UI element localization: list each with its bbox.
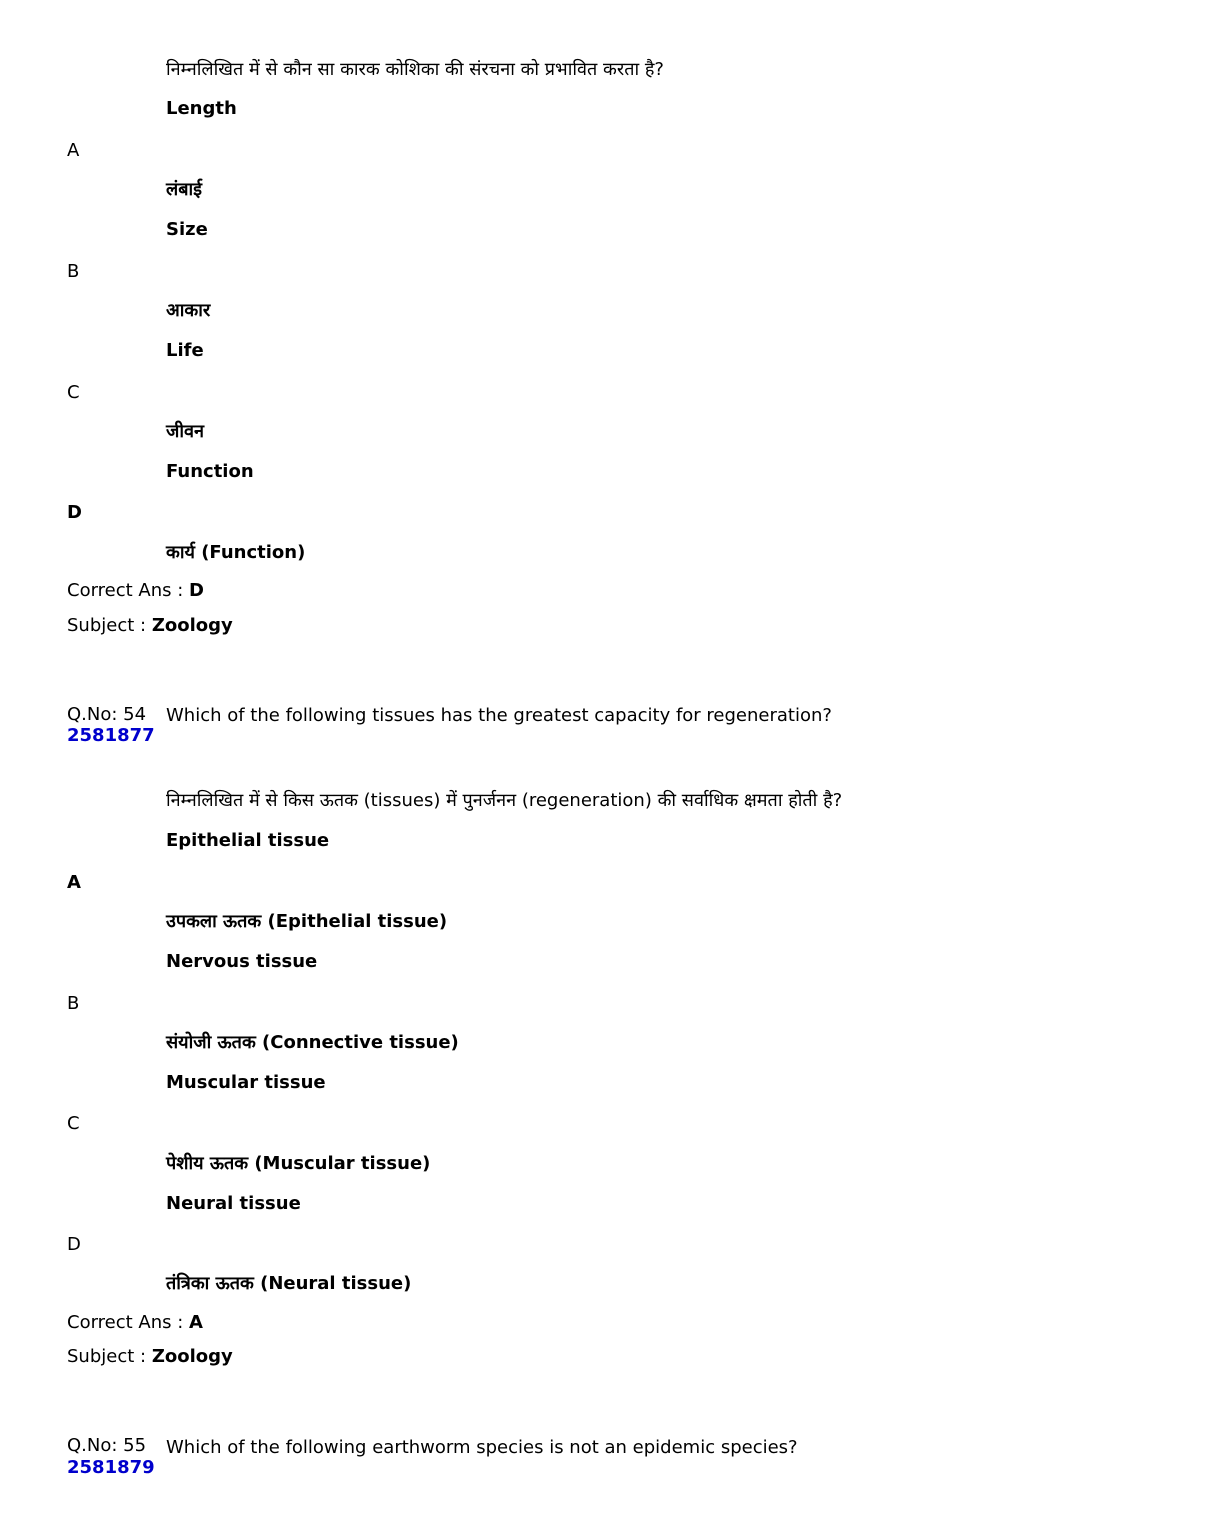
subject-value: Zoology	[151, 1346, 233, 1367]
q53-option-c-label: C	[67, 382, 80, 403]
q53-option-d-english: Function	[166, 461, 254, 482]
q53-option-b-hindi: आकार	[166, 300, 211, 321]
correct-answer-label: Correct Ans :	[67, 580, 184, 601]
q53-option-c-hindi: जीवन	[166, 421, 205, 442]
correct-answer-value: A	[189, 1312, 203, 1333]
q54-option-d-english: Neural tissue	[166, 1193, 301, 1214]
q53-option-a-english: Length	[166, 98, 237, 119]
q53-option-a-hindi: लंबाई	[166, 179, 202, 200]
q55-question: Which of the following earthworm species is not an epidemic species?	[166, 1437, 798, 1458]
subject-label: Subject :	[67, 1346, 147, 1367]
q54-option-d-hindi: तंत्रिका ऊतक (Neural tissue)	[166, 1273, 412, 1294]
q54-option-a-english: Epithelial tissue	[166, 830, 330, 851]
q54-option-b-hindi: संयोजी ऊतक (Connective tissue)	[166, 1032, 459, 1053]
q54-question: Which of the following tissues has the greatest capacity for regeneration?	[166, 705, 832, 726]
correct-answer-value: D	[189, 580, 204, 601]
q53-option-d-hindi: कार्य (Function)	[166, 542, 306, 563]
q54-option-d-label: D	[67, 1234, 81, 1255]
q53-correct-answer	[67, 582, 204, 600]
q53-option-c-english: Life	[166, 340, 204, 361]
q53-option-b-english: Size	[166, 219, 208, 240]
q54-option-c-english: Muscular tissue	[166, 1072, 326, 1093]
q54-option-b-english: Nervous tissue	[166, 951, 318, 972]
q53-option-d-label: D	[67, 502, 82, 523]
q53-option-a-label: A	[67, 140, 80, 161]
q54-id: 2581877	[67, 725, 155, 746]
subject-value: Zoology	[151, 615, 233, 636]
q53-subject	[67, 617, 233, 635]
q54-option-a-label: A	[67, 872, 81, 893]
subject-label: Subject :	[67, 615, 147, 636]
q53-hindi-question: निम्नलिखित में से कौन सा कारक कोशिका की संरचना को प्रभावित करता है?	[166, 59, 664, 80]
q54-correct-answer	[67, 1314, 203, 1332]
q54-option-a-hindi: उपकला ऊतक (Epithelial tissue)	[166, 911, 448, 932]
q54-hindi-question: निम्नलिखित में से किस ऊतक (tissues) में पुनर्जनन (regeneration) की सर्वाधिक क्षमता होती है?	[166, 790, 843, 811]
correct-answer-label: Correct Ans :	[67, 1312, 184, 1333]
q54-number: Q.No: 54	[67, 704, 147, 725]
q54-option-b-label: B	[67, 993, 80, 1014]
q54-option-c-hindi: पेशीय ऊतक (Muscular tissue)	[166, 1153, 431, 1174]
q54-subject	[67, 1348, 233, 1366]
q53-option-b-label: B	[67, 261, 80, 282]
q55-number: Q.No: 55	[67, 1435, 147, 1456]
q54-option-c-label: C	[67, 1113, 80, 1134]
q55-id: 2581879	[67, 1457, 155, 1478]
